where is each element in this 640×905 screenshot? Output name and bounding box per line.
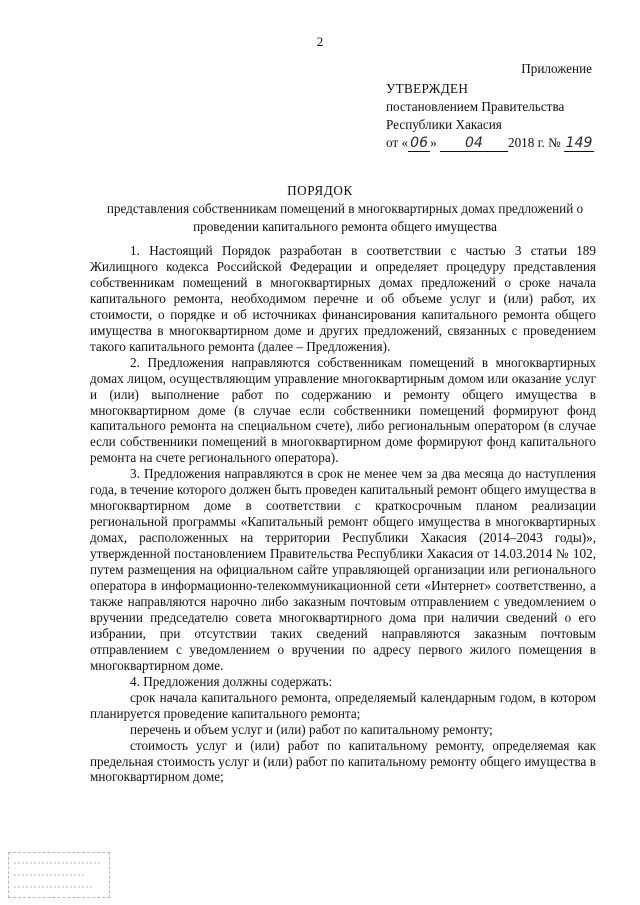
page-number: 2: [316, 34, 324, 49]
handwritten-month: 04: [440, 136, 508, 152]
document-body: [90, 243, 596, 785]
document-title: ПОРЯДОК: [287, 183, 353, 198]
handwritten-day: 06: [408, 136, 430, 152]
document-subtitle: представления собственникам помещений в многоквартирных домах предложений о проведении капитального ремонта общего имущества: [106, 201, 584, 234]
handwritten-number: 149: [565, 135, 593, 151]
appendix-label: Приложение: [521, 61, 592, 76]
date-prefix: от «: [386, 135, 409, 150]
date-close-quote: »: [430, 135, 437, 150]
approved-heading: УТВЕРЖДЕН: [386, 81, 469, 96]
approval-line-2: Республики Хакасия: [386, 117, 502, 132]
approval-date-line: [386, 134, 606, 152]
paragraph-4: 4. Предложения должны содержать:: [130, 673, 333, 689]
paragraph-2: 2. Предложения направляются собственникам помещений в многоквартирных домах лицом, осуществляющим управление многоквартирным домом или оказание услуг и (или) выполнение работ по содержанию и ремонту общего имущества в многоквартирном доме (в случае если собственники помещений формируют фонд капитального ремонта на специальном счете), либо региональным оператором (в случае если собственники помещений в многоквартирном доме формируют фонд капитального ремонта на счете регионального оператора).: [90, 354, 596, 466]
list-item: перечень и объем услуг и (или) работ по капитальному ремонту;: [130, 721, 493, 737]
year-suffix: 2018 г. №: [507, 135, 561, 150]
list-item: стоимость услуг и (или) работ по капитальному ремонту, определяемая как предельная стоимость услуг и (или) работ по капитальному ремонту общего имущества в многоквартирном доме;: [90, 737, 596, 785]
approval-line-1: постановлением Правительства: [386, 99, 565, 114]
paragraph-1: 1. Настоящий Порядок разработан в соответствии с частью 3 статьи 189 Жилищного кодекса Российской Федерации и определяет процедуру представления собственникам помещений в многоквартирных домах предложений о сроке начала капитального ремонта, необходимом перечне и об объеме услуг и (или) работ, их стоимости, о порядке и об источниках финансирования капитального ремонта общего имущества в многоквартирном доме и других предложений, связанных с проведением такого капитального ремонта (далее – Предложения).: [90, 243, 596, 354]
registration-stamp: [8, 852, 110, 898]
list-item: срок начала капитального ремонта, определяемый календарным годом, в котором планируется проведение капитального ремонта;: [90, 689, 596, 721]
paragraph-3: 3. Предложения направляются в срок не менее чем за два месяца до наступления года, в течение которого должен быть проведен капитальный ремонт общего имущества в многоквартирном доме в соответствии с краткосрочным планом реализации региональной программы «Капитальный ремонт общего имущества в многоквартирных домах, расположенных на территории Республики Хакасия (2014–2043 годы)», утвержденной постановлением Правительства Республики Хакасия от 14.03.2014 № 102, путем размещения на официальном сайте управляющей организации или регионального оператора в информационно-телекоммуникационной сети «Интернет» соответственно, а также направляются нарочно либо заказным почтовым отправлением с уведомлением о вручении председателю совета многоквартирного дома при наличии сведений о его избрании, при отсутствии таких сведений направляются заказным почтовым отправлением с уведомлением о вручении по адресу первого жилого помещения в многоквартирном доме.: [90, 466, 596, 673]
approval-block: [386, 60, 606, 152]
